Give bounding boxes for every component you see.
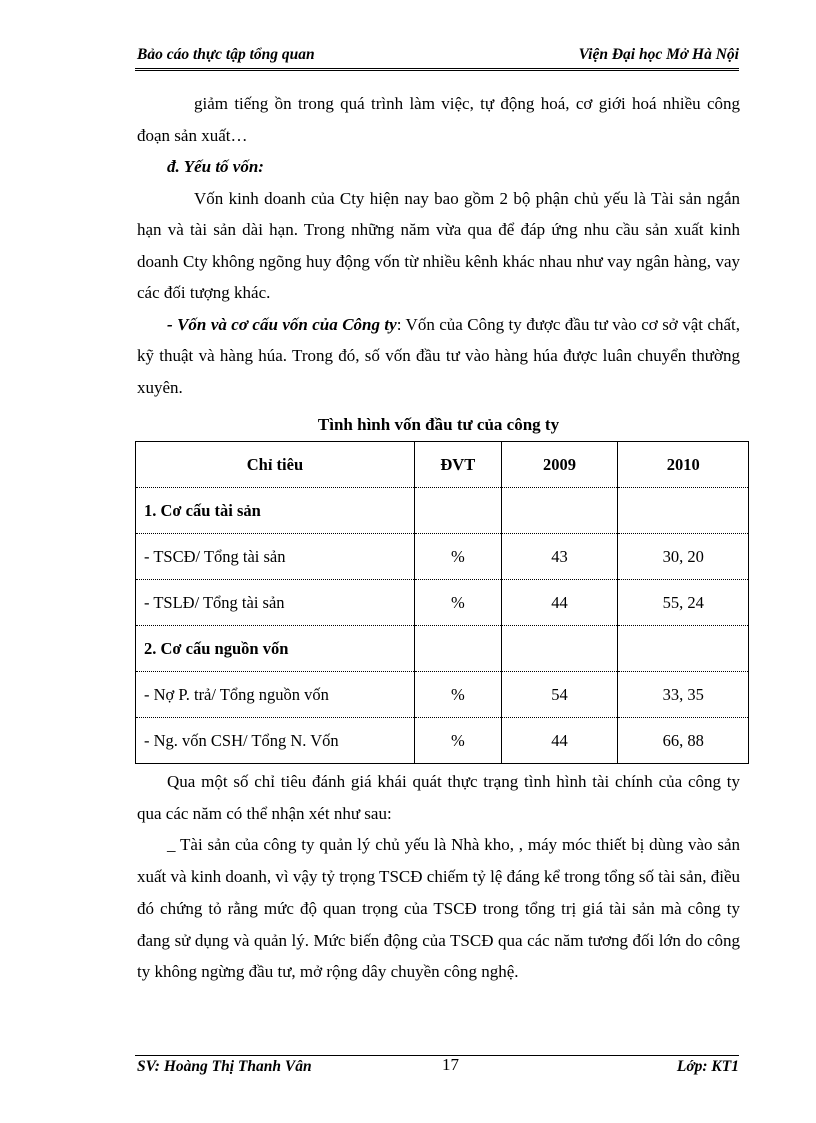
table-row: [136, 580, 749, 626]
table-row: [136, 718, 749, 764]
section-heading-capital: đ. Yếu tố vốn:: [167, 157, 264, 176]
row-unit: %: [414, 718, 501, 764]
header-2010: 2010: [618, 442, 749, 488]
row-label: 2. Cơ cấu nguồn vốn: [136, 626, 415, 672]
row-2010: 33, 35: [618, 672, 749, 718]
header-unit: ĐVT: [414, 442, 501, 488]
row-2009: [501, 488, 618, 534]
header-report-title: Bảo cáo thực tập tổng quan: [137, 46, 315, 63]
row-2009: [501, 626, 618, 672]
footer-class: Lớp: KT1: [676, 1058, 739, 1075]
row-2010: 55, 24: [618, 580, 749, 626]
body-text-bottom: [137, 766, 740, 988]
row-2010: [618, 626, 749, 672]
row-2010: 30, 20: [618, 534, 749, 580]
row-2009: 43: [501, 534, 618, 580]
paragraph-capital-structure: [137, 309, 740, 404]
page-number: 17: [442, 1055, 459, 1074]
row-2009: 44: [501, 718, 618, 764]
page-header: [135, 44, 739, 71]
table-title: Tình hình vốn đầu tư của công ty: [317, 415, 560, 434]
capital-structure-text: : Vốn của Công ty được đầu tư vào cơ sở vật chất, kỹ thuật và hàng húa. Trong đó, số vốn đầu tư vào hàng húa được luân chuyển thường xuyên.: [137, 314, 740, 397]
row-2010: 66, 88: [618, 718, 749, 764]
page-footer: [135, 1055, 739, 1081]
body-text-top: [137, 88, 740, 403]
row-2009: 44: [501, 580, 618, 626]
row-unit: %: [414, 672, 501, 718]
investment-table: [135, 441, 749, 764]
row-label: - TSCĐ/ Tổng tài sản: [136, 534, 415, 580]
table-row: [136, 534, 749, 580]
header-indicator: Chỉ tiêu: [136, 442, 415, 488]
row-2009: 54: [501, 672, 618, 718]
table-header-row: [136, 442, 749, 488]
header-2009: 2009: [501, 442, 618, 488]
paragraph-fixed-assets: _ Tài sản của công ty quản lý chủ yếu là Nhà kho, , máy móc thiết bị dùng vào sản xuất và kinh doanh, vì vậy tỷ trọng TSCĐ chiếm tỷ lệ đáng kể trong tổng số tài sản, điều đó chứng tỏ rằng mức độ quan trọng của TSCĐ trong tổng trị giá tài sản mà công ty đang sử dụng và quản lý. Mức biến động của TSCĐ qua các năm tương đối lớn do công ty không ngừng đầu tư, mở rộng dây chuyền công nghệ.: [137, 835, 740, 982]
row-unit: [414, 488, 501, 534]
row-unit: %: [414, 580, 501, 626]
footer-student: SV: Hoàng Thị Thanh Vân: [137, 1058, 312, 1075]
paragraph-continuation: giảm tiếng ồn trong quá trình làm việc, tự động hoá, cơ giới hoá nhiều công đoạn sản xuất…: [137, 94, 740, 145]
header-institution: Viện Đại học Mở Hà Nội: [578, 46, 739, 63]
row-2010: [618, 488, 749, 534]
row-label: 1. Cơ cấu tài sản: [136, 488, 415, 534]
row-label: - Nợ P. trả/ Tổng nguồn vốn: [136, 672, 415, 718]
paragraph-assessment: Qua một số chỉ tiêu đánh giá khái quát thực trạng tình hình tài chính của công ty qua các năm có thể nhận xét như sau:: [137, 772, 740, 823]
capital-structure-label: - Vốn và cơ cấu vốn của Công ty: [167, 314, 397, 334]
table-row: [136, 488, 749, 534]
row-unit: %: [414, 534, 501, 580]
row-unit: [414, 626, 501, 672]
row-label: - TSLĐ/ Tổng tài sản: [136, 580, 415, 626]
table-row: [136, 626, 749, 672]
paragraph-capital: Vốn kinh doanh của Cty hiện nay bao gồm 2 bộ phận chủ yếu là Tài sản ngắn hạn và tài sản dài hạn. Trong những năm vừa qua để đáp ứng nhu cầu sản xuất kinh doanh Cty không ngõng huy động vốn từ nhiều kênh khác nhau như vay ngân hàng, vay các đối tượng khác.: [137, 188, 740, 302]
row-label: - Ng. vốn CSH/ Tổng N. Vốn: [136, 718, 415, 764]
table-row: [136, 672, 749, 718]
